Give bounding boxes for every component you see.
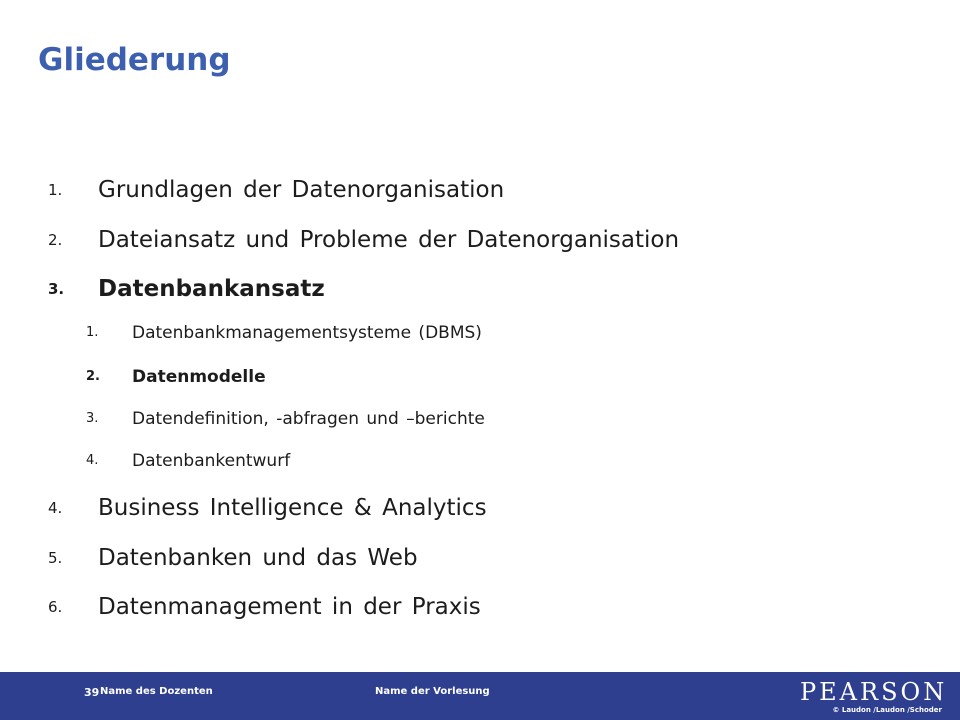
copyright-text: © Laudon /Laudon /Schoder [832, 706, 942, 714]
outline-subitem-label: Datenbankentwurf [132, 451, 291, 471]
outline-item-label: Datenbankansatz [98, 276, 325, 302]
outline-subitem-number: 4. [86, 453, 99, 468]
outline-subitem-label: Datenmodelle [132, 367, 266, 387]
outline-subitem-number: 2. [86, 369, 100, 384]
outline-subitem-number: 3. [86, 411, 99, 426]
footer-bar [0, 672, 960, 720]
outline-item-label: Grundlagen der Datenorganisation [98, 177, 505, 203]
outline-subitem-label: Datendefinition, -abfragen und –berichte [132, 409, 485, 429]
outline-item-number: 1. [48, 181, 63, 199]
outline-item-number: 6. [48, 598, 63, 616]
outline-item-label: Business Intelligence & Analytics [98, 495, 487, 521]
page-number: 39 [84, 686, 100, 699]
outline-item-label: Dateiansatz und Probleme der Datenorganisation [98, 227, 680, 253]
slide-title: Gliederung [38, 42, 231, 78]
outline-item-label: Datenbanken und das Web [98, 545, 418, 571]
outline-item-label: Datenmanagement in der Praxis [98, 594, 481, 620]
outline-item-number: 2. [48, 231, 63, 249]
course-name: Name der Vorlesung [375, 686, 490, 697]
pearson-logo: PEARSON [800, 678, 948, 706]
presenter-name: Name des Dozenten [100, 686, 213, 697]
outline-item-number: 3. [48, 280, 65, 298]
outline-subitem-label: Datenbankmanagementsysteme (DBMS) [132, 323, 482, 343]
outline-subitem-number: 1. [86, 325, 99, 340]
outline-item-number: 5. [48, 549, 63, 567]
outline-item-number: 4. [48, 499, 63, 517]
